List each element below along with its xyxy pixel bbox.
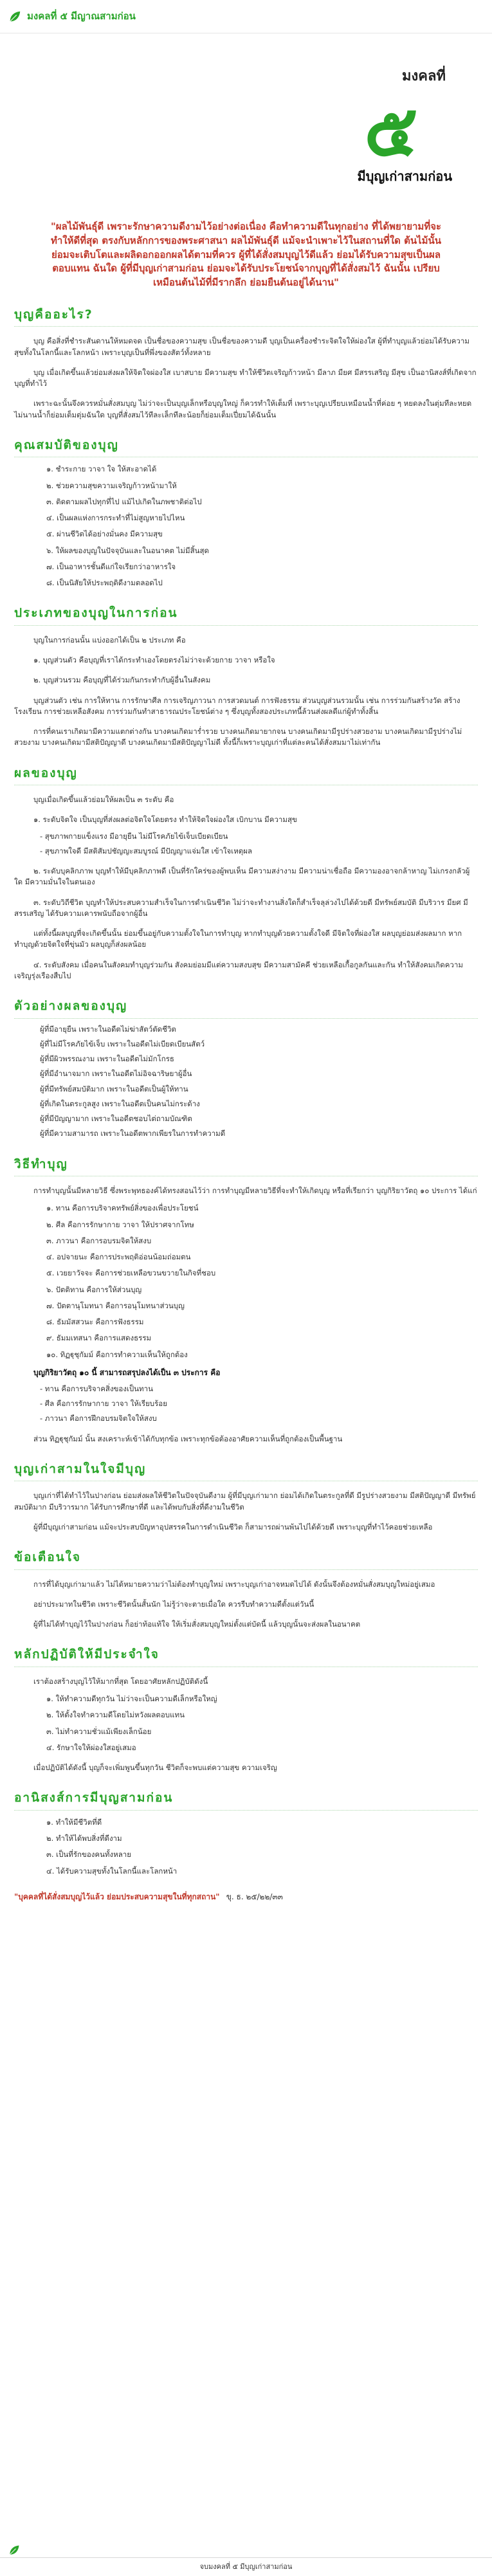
big-numeral: ๕ bbox=[364, 92, 418, 163]
list-item: ๒. ให้ตั้งใจทำความดีโดยไม่หวังผลตอบแทน bbox=[46, 1710, 185, 1720]
list-item: ผู้ที่ไม่มีโรคภัยไข้เจ็บ เพราะในอดีตไม่เบียดเบียนสัตว์ bbox=[40, 1039, 205, 1048]
list-item: ๓. เป็นที่รักของคนทั้งหลาย bbox=[46, 1850, 131, 1859]
list-item: ๕. เวยยาวัจจะ คือการช่วยเหลือขวนขวายในกิจที่ชอบ bbox=[46, 1268, 216, 1278]
closing-quote-text: "บุคคลที่ได้สั่งสมบุญไว้แล้ว ย่อมประสบความสุขในที่ทุกสถาน" bbox=[14, 1892, 220, 1901]
hero-banner bbox=[14, 53, 478, 188]
section-heading-methods: วิธีทำบุญ bbox=[14, 1155, 478, 1177]
list-item: ๘. เป็นนิสัยให้ประพฤติดีงามตลอดไป bbox=[46, 578, 163, 587]
paragraph: ๑. บุญส่วนตัว คือบุญที่เราได้กระทำเองโดยตรงไม่ว่าจะด้วยกาย วาจา หรือใจ bbox=[33, 655, 275, 664]
list-item: ๗. เป็นอาหารชั้นดีแก่ใจเรียกว่าอาหารใจ bbox=[46, 562, 176, 571]
traits-list bbox=[46, 464, 478, 589]
paragraph: บุญส่วนตัว เช่น การให้ทาน การรักษาศีล การเจริญภาวนา การสวดมนต์ การฟังธรรม ส่วนบุญส่วนรวมนั้น เช่น การร่วมกันสร้างวัด สร้างโรงเรียน การช่วยเหลือสังคม การร่วมกันทำสาธารณประโยชน์ต่าง ๆ ซึ่งบุญทั้งสองประเภทนี้ล้วนส่งผลดีแก่ผู้ทำทั้งสิ้น bbox=[14, 695, 460, 716]
paragraph: ๔. ระดับสังคม เมื่อคนในสังคมทำบุญร่วมกัน สังคมย่อมมีแต่ความสงบสุข มีความสามัคคี ช่วยเหลือเกื้อกูลกันและกัน ทำให้สังคมเกิดความเจริญรุ่งเรืองสืบไป bbox=[14, 960, 463, 980]
paragraph: บุญเมื่อเกิดขึ้นแล้วย่อมให้ผลเป็น ๓ ระดับ คือ bbox=[33, 795, 174, 804]
list-item: ๓. ไม่ทำความชั่วแม้เพียงเล็กน้อย bbox=[46, 1726, 152, 1736]
list-item: ผู้ที่เกิดในตระกูลสูง เพราะในอดีตเป็นคนไม่กระด้าง bbox=[40, 1099, 200, 1108]
paragraph: บุญ คือสิ่งที่ชำระสันดานให้หมดจด เป็นชื่อของความสุข เป็นชื่อของความดี บุญเป็นเครื่องชำระจิตใจให้ผ่องใส ผู้ที่ทำบุญแล้วย่อมได้รับความสุขทั้งในโลกนี้และโลกหน้า เพราะบุญเป็นที่พึ่งของสัตว์ทั้งหลาย bbox=[14, 336, 469, 357]
paragraph: ๑. ระดับจิตใจ เป็นบุญที่ส่งผลต่อจิตใจโดยตรง ทำให้จิตใจผ่องใส เบิกบาน มีความสุข bbox=[33, 815, 297, 825]
principles-list bbox=[46, 1694, 478, 1753]
opening-quote: "ผลไม้พันธุ์ดี เพราะรักษาความดีงามไว้อย่างต่อเนื่อง คือทำความดีในทุกอย่าง ที่ได้พยายามที่จะทำให้ดีที่สุด ตรงกับหลักการของพระศาสนา ผลไม้พันธุ์ดี แม้จะนำเพาะไว้ในสถานที่ใด ต้นไม้นั้นย่อมจะเติบโตและผลิดอกออกผลได้ตามที่ควร ผู้ที่ได้สั่งสมบุญไว้ดีแล้ว ย่อมได้รับความสุขเป็นผลตอบแทน ฉันใด ผู้ที่มีบุญเก่าสามก่อน ย่อมจะได้รับประโยชน์จากบุญที่ได้สั่งสมไว้ ฉันนั้น เปรียบเหมือนต้นไม้ที่มีรากลึก ย่อมยืนต้นอยู่ได้นาน" bbox=[50, 221, 442, 288]
leaf-icon bbox=[8, 2544, 21, 2557]
closing-quote-reference: ขุ. ธ. ๒๕/๒๒/๓๓ bbox=[226, 1892, 283, 1901]
list-item: ๒. ศีล คือการรักษากาย วาจา ให้ปราศจากโทษ bbox=[46, 1219, 194, 1229]
section-heading-types: ประเภทของบุญในการก่อน bbox=[14, 604, 478, 626]
list-item: ๔. อปจายนะ คือการประพฤติอ่อนน้อมถ่อมตน bbox=[46, 1252, 191, 1261]
list-item: ๑. ทาน คือการบริจาคทรัพย์สิ่งของเพื่อประโยชน์ bbox=[46, 1203, 199, 1213]
section-heading-intro: บุญคืออะไร? bbox=[14, 306, 478, 327]
list-item: ๔. เป็นผลแห่งการกระทำที่ไม่สูญหายไปไหน bbox=[46, 513, 185, 522]
motto-number: มงคลที่ bbox=[402, 68, 446, 84]
paragraph: ๓. ระดับวิถีชีวิต บุญทำให้ประสบความสำเร็จในการดำเนินชีวิต ไม่ว่าจะทำงานสิ่งใดก็สำเร็จลุล่วงไปได้ด้วยดี มีทรัพย์สมบัติ มีบริวาร มียศ มีสรรเสริญ ได้รับความเคารพนับถือจากผู้อื่น bbox=[14, 897, 468, 918]
methods-dash-list bbox=[40, 1384, 478, 1425]
list-item: - ภาวนา คือการฝึกอบรมจิตใจให้สงบ bbox=[40, 1414, 157, 1423]
list-item: ๓. ติดตามผลไปทุกที่ไป แม้ไปเกิดในภพชาติต่อไป bbox=[46, 497, 202, 506]
list-item: ๘. ธัมมัสสวนะ คือการฟังธรรม bbox=[46, 1317, 144, 1326]
list-item: ผู้ที่มีผิวพรรณงาม เพราะในอดีตไม่มักโกรธ bbox=[40, 1054, 174, 1063]
content bbox=[0, 306, 492, 1903]
paragraph: บุญเก่าที่ได้ทำไว้ในปางก่อน ย่อมส่งผลให้ชีวิตในปัจจุบันดีงาม ผู้ที่มีบุญเก่ามาก ย่อมได้เกิดในตระกูลที่ดี มีรูปร่างสวยงาม มีสติปัญญาดี มีทรัพย์สมบัติมาก มีบริวารมาก ได้รับการศึกษาที่ดี และได้พบกับสิ่งที่ดีงามในชีวิต bbox=[14, 1491, 476, 1512]
list-item: - ศีล คือการรักษากาย วาจา ให้เรียบร้อย bbox=[40, 1399, 167, 1408]
footer-text: จบมงคลที่ ๕ มีบุญเก่าสามก่อน bbox=[199, 2562, 293, 2571]
leaf-icon bbox=[8, 10, 22, 24]
paragraph: ส่วน ทิฏฐุชุกัมม์ นั้น สงเคราะห์เข้าได้กับทุกข้อ เพราะทุกข้อต้องอาศัยความเห็นที่ถูกต้องเป็นพื้นฐาน bbox=[33, 1434, 343, 1443]
list-item: ๗. ปัตตานุโมทนา คือการอนุโมทนาส่วนบุญ bbox=[46, 1301, 185, 1310]
paragraph: เมื่อปฏิบัติได้ดังนี้ บุญก็จะเพิ่มพูนขึ้นทุกวัน ชีวิตก็จะพบแต่ความสุข ความเจริญ bbox=[33, 1763, 277, 1772]
section-heading-principles: หลักปฏิบัติให้มีประจำใจ bbox=[14, 1645, 478, 1667]
paragraph: บุญ เมื่อเกิดขึ้นแล้วย่อมส่งผลให้จิตใจผ่องใส เบาสบาย มีความสุข ทำให้ชีวิตเจริญก้าวหน้า มีลาภ มียศ มีสรรเสริญ มีสุข เป็นอานิสงส์ที่เกิดจากบุญที่ทำไว้ bbox=[14, 367, 477, 388]
list-item: ผู้ที่มีอำนาจมาก เพราะในอดีตไม่อิจฉาริษยาผู้อื่น bbox=[40, 1069, 192, 1079]
paragraph: เราต้องสร้างบุญไว้ให้มากที่สุด โดยอาศัยหลักปฏิบัติดังนี้ bbox=[33, 1676, 208, 1686]
paragraph: ผู้ที่มีบุญเก่าสามก่อน แม้จะประสบปัญหาอุปสรรคในการดำเนินชีวิต ก็สามารถผ่านพ้นไปได้ด้วยดี เพราะบุญที่ทำไว้คอยช่วยเหลือ bbox=[33, 1522, 433, 1531]
big-numeral-graphic bbox=[349, 92, 433, 163]
motto-block bbox=[349, 66, 452, 186]
paragraph: ผู้ที่ไม่ได้ทำบุญไว้ในปางก่อน ก็อย่าท้อแท้ใจ ให้เริ่มสั่งสมบุญใหม่ตั้งแต่บัดนี้ แล้วบุญนั้นจะส่งผลในอนาคต bbox=[33, 1620, 361, 1629]
page-title: มงคลที่ ๕ มีญาณสามก่อน bbox=[27, 10, 136, 23]
list-item: ๒. ทำให้ได้พบสิ่งที่ดีงาม bbox=[46, 1834, 122, 1843]
examples-list bbox=[40, 1024, 478, 1140]
paragraph: เพราะฉะนั้นจึงควรหมั่นสั่งสมบุญ ไม่ว่าจะเป็นบุญเล็กหรือบุญใหญ่ ก็ควรทำให้เต็มที่ เพราะบุญเปรียบเหมือนน้ำที่ค่อย ๆ หยดลงในตุ่มทีละหยด ไม่นานน้ำก็ย่อมเต็มตุ่มฉันใด บุญที่สั่งสมไว้ทีละเล็กทีละน้อยก็ย่อมเต็มเปี่ยมได้ฉันนั้น bbox=[14, 399, 472, 419]
section-heading-examples: ตัวอย่างผลของบุญ bbox=[14, 997, 478, 1019]
list-item: ๕. ผ่านชีวิตได้อย่างมั่นคง มีความสุข bbox=[46, 529, 163, 539]
list-item: ๖. ให้ผลของบุญในปัจจุบันและในอนาคต ไม่มีสิ้นสุด bbox=[46, 545, 209, 555]
list-item: - สุขภาพใจดี มีสติสัมปชัญญะสมบูรณ์ มีปัญญาแจ่มใส เข้าใจเหตุผล bbox=[40, 846, 253, 855]
list-item: ๙. ธัมมเทสนา คือการแสดงธรรม bbox=[46, 1333, 152, 1343]
list-item: ๑๐. ทิฏฐุชุกัมม์ คือการทำความเห็นให้ถูกต้อง bbox=[46, 1349, 188, 1359]
paragraph: การทำบุญนั้นมีหลายวิธี ซึ่งพระพุทธองค์ได้ทรงสอนไว้ว่า การทำบุญมีหลายวิธีที่จะทำให้เกิดบุญ หรือที่เรียกว่า บุญกิริยาวัตถุ ๑๐ ประการ ได้แก่ bbox=[33, 1186, 477, 1195]
section-heading-past: บุญเก่าสามในใจมีบุญ bbox=[14, 1460, 478, 1482]
list-item: ๒. ช่วยความสุขความเจริญก้าวหน้ามาให้ bbox=[46, 480, 177, 490]
paragraph: ๒. ระดับบุคลิกภาพ บุญทำให้มีบุคลิกภาพดี เป็นที่รักใคร่ของผู้พบเห็น มีความสง่างาม มีความน่าเชื่อถือ มีความองอาจกล้าหาญ ไม่เกรงกลัวผู้ใด มีความมั่นใจในตนเอง bbox=[14, 866, 470, 887]
paragraph: การที่ได้บุญเก่ามาแล้ว ไม่ได้หมายความว่าไม่ต้องทำบุญใหม่ เพราะบุญเก่าอาจหมดไปได้ ดังนั้นจึงต้องหมั่นสั่งสมบุญใหม่อยู่เสมอ bbox=[33, 1579, 435, 1589]
section-heading-traits: คุณสมบัติของบุญ bbox=[14, 436, 478, 458]
paragraph: อย่าประมาทในชีวิต เพราะชีวิตนั้นสั้นนัก ไม่รู้ว่าจะตายเมื่อใด ควรรีบทำความดีตั้งแต่วันนี้ bbox=[33, 1599, 314, 1609]
list-item: ผู้ที่มีอายุยืน เพราะในอดีตไม่ฆ่าสัตว์ตัดชีวิต bbox=[40, 1024, 176, 1034]
motto-title: มีบุญเก่าสามก่อน bbox=[357, 169, 452, 184]
list-item: ๖. ปัตติทาน คือการให้ส่วนบุญ bbox=[46, 1284, 142, 1294]
benefits-list bbox=[46, 1817, 478, 1877]
list-item: ๓. ภาวนา คือการอบรมจิตให้สงบ bbox=[46, 1236, 152, 1245]
list-item: - ทาน คือการบริจาคสิ่งของเป็นทาน bbox=[40, 1384, 153, 1393]
paragraph: ๒. บุญส่วนรวม คือบุญที่ได้ร่วมกันกระทำกับผู้อื่นในสังคม bbox=[33, 675, 211, 685]
section-heading-effects: ผลของบุญ bbox=[14, 764, 478, 786]
list-item: ผู้ที่มีความสามารถ เพราะในอดีตพากเพียรในการทำความดี bbox=[40, 1129, 226, 1138]
effects-dash-list bbox=[40, 831, 478, 857]
top-bar bbox=[0, 0, 492, 33]
section-heading-benefits: อานิสงส์การมีบุญสามก่อน bbox=[14, 1789, 478, 1811]
methods-list bbox=[46, 1203, 478, 1360]
list-item: ๔. ได้รับความสุขทั้งในโลกนี้และโลกหน้า bbox=[46, 1866, 178, 1876]
list-item: ผู้ที่มีปัญญามาก เพราะในอดีตชอบไต่ถามบัณฑิต bbox=[40, 1114, 192, 1123]
list-item: ๑. ให้ทำความดีทุกวัน ไม่ว่าจะเป็นความดีเล็กหรือใหญ่ bbox=[46, 1694, 217, 1703]
paragraph: การที่คนเราเกิดมามีความแตกต่างกัน บางคนเกิดมาร่ำรวย บางคนเกิดมายากจน บางคนเกิดมามีรูปร่างสวยงาม บางคนเกิดมามีรูปร่างไม่สวยงาม บางคนเกิดมามีสติปัญญาดี บางคนเกิดมามีสติปัญญาไม่ดี ทั้งนี้ก็เพราะบุญเก่าที่แต่ละคนได้สั่งสมมาไม่เท่ากัน bbox=[14, 727, 462, 747]
list-item: - สุขภาพกายแข็งแรง มีอายุยืน ไม่มีโรคภัยไข้เจ็บเบียดเบียน bbox=[40, 831, 228, 841]
closing-quote bbox=[14, 1891, 478, 1903]
footer-divider bbox=[0, 2557, 492, 2558]
paragraph: บุญในการก่อนนั้น แบ่งออกได้เป็น ๒ ประเภท คือ bbox=[33, 635, 186, 644]
section-heading-caution: ข้อเตือนใจ bbox=[14, 1548, 478, 1570]
list-item: ๔. รักษาใจให้ผ่องใสอยู่เสมอ bbox=[46, 1742, 136, 1752]
paragraph: แต่ทั้งนี้ผลบุญที่จะเกิดขึ้นนั้น ย่อมขึ้นอยู่กับความตั้งใจในการทำบุญ หากทำบุญด้วยความตั้งใจดี มีจิตใจที่ผ่องใส ผลบุญย่อมส่งผลมาก หากทำบุญด้วยจิตใจที่ขุ่นมัว ผลบุญก็ส่งผลน้อย bbox=[14, 929, 462, 949]
list-item: ๑. ทำให้มีชีวิตที่ดี bbox=[46, 1817, 102, 1827]
list-item: ผู้ที่มีทรัพย์สมบัติมาก เพราะในอดีตเป็นผู้ให้ทาน bbox=[40, 1084, 188, 1093]
paragraph: บุญกิริยาวัตถุ ๑๐ นี้ สามารถสรุปลงได้เป็น ๓ ประการ คือ bbox=[33, 1367, 221, 1377]
list-item: ๑. ชำระกาย วาจา ใจ ให้สะอาดได้ bbox=[46, 464, 157, 474]
